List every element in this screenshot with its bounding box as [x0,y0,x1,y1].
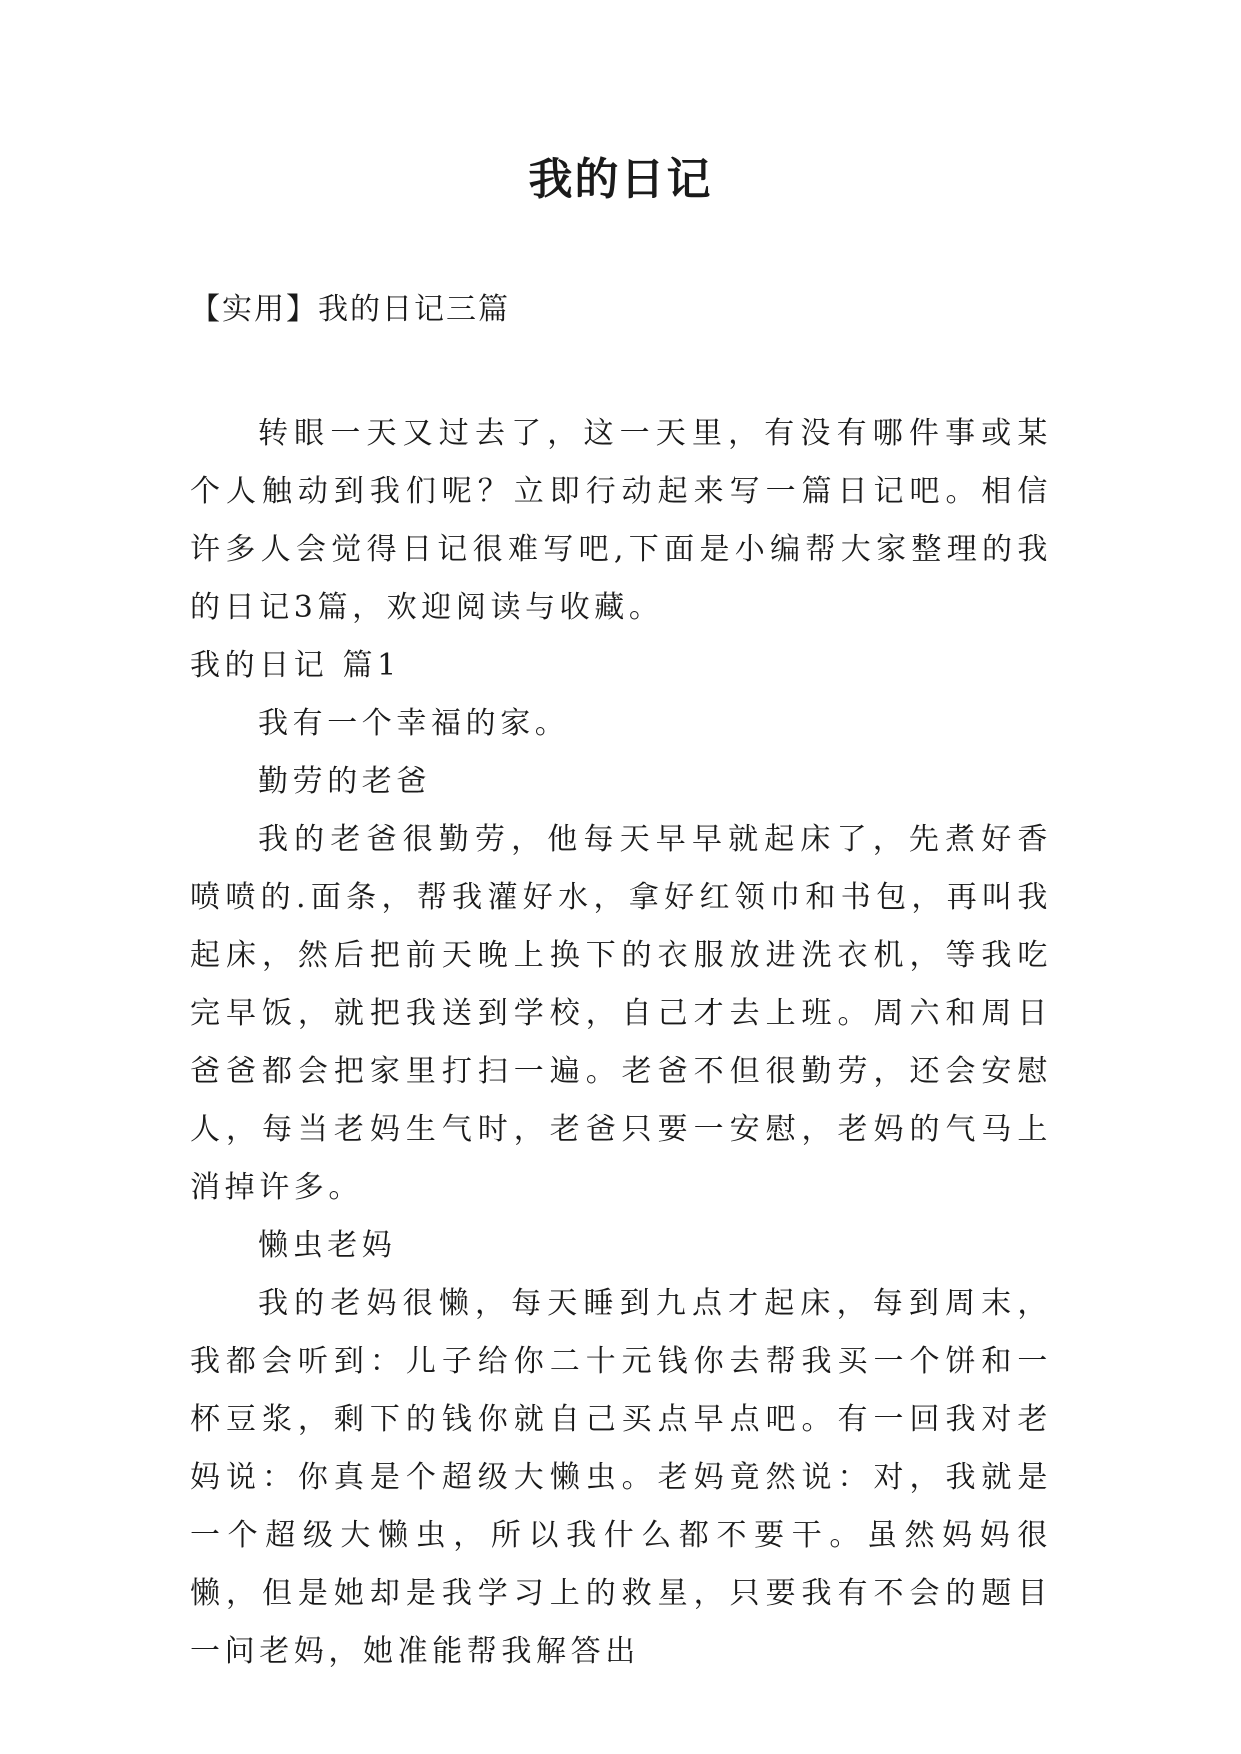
document-subtitle: 【实用】我的日记三篇 [190,292,510,327]
paragraph-happy-family: 我有一个幸福的家。 [258,706,570,741]
intro-paragraph: 转眼一天又过去了，这一天里，有没有哪件事或某个人触动到我们呢？立即行动起来写一篇日记吧。相信许多人会觉得日记很难写吧,下面是小编帮大家整理的我的日记3篇，欢迎阅读与收藏。 [190,416,1052,625]
document-body [190,405,1052,1681]
paragraph-mom: 我的老妈很懒，每天睡到九点才起床，每到周末，我都会听到：儿子给你二十元钱你去帮我买一个饼和一杯豆浆，剩下的钱你就自己买点早点吧。有一回我对老妈说：你真是个超级大懒虫。老妈竟然说：对，我就是一个超级大懒虫，所以我什么都不要干。虽然妈妈很懒，但是她却是我学习上的救星，只要我有不会的题目一问老妈，她准能帮我解答出 [190,1286,1052,1669]
subheading-lazy-mom: 懒虫老妈 [258,1228,397,1263]
subheading-hardworking-dad: 勤劳的老爸 [258,764,431,799]
section-heading-diary-1: 我的日记 篇1 [190,648,401,683]
document-title: 我的日记 [528,154,713,205]
paragraph-dad: 我的老爸很勤劳，他每天早早就起床了，先煮好香喷喷的.面条，帮我灌好水，拿好红领巾和书包，再叫我起床，然后把前天晚上换下的衣服放进洗衣机，等我吃完早饭，就把我送到学校，自己才去上班。周六和周日爸爸都会把家里打扫一遍。老爸不但很勤劳，还会安慰人，每当老妈生气时，老爸只要一安慰，老妈的气马上消掉许多。 [190,822,1052,1205]
